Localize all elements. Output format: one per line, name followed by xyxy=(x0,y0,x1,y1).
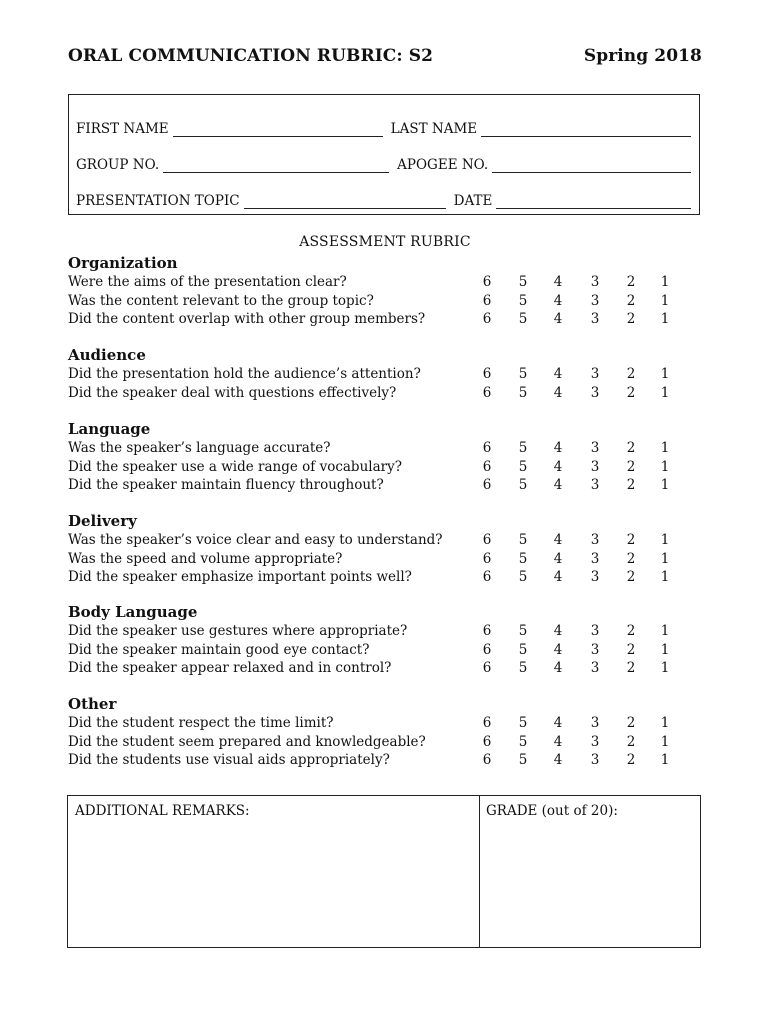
question-text: Were the aims of the presentation clear? xyxy=(68,274,347,290)
score-option-5[interactable]: 5 xyxy=(518,623,528,639)
score-option-5[interactable]: 5 xyxy=(518,550,528,567)
score-option-5[interactable]: 5 xyxy=(518,311,528,327)
score-option-5[interactable]: 5 xyxy=(518,569,528,585)
name-row xyxy=(76,119,691,137)
score-option-5[interactable]: 5 xyxy=(518,641,528,658)
presentation-topic-field[interactable] xyxy=(244,195,446,209)
score-option-6[interactable]: 6 xyxy=(482,550,492,567)
question-row xyxy=(68,752,668,770)
score-option-3[interactable]: 3 xyxy=(590,660,600,676)
group-row xyxy=(76,155,691,173)
question-row xyxy=(68,311,668,329)
score-option-2[interactable]: 2 xyxy=(626,366,636,382)
score-option-1[interactable]: 1 xyxy=(660,384,670,401)
score-option-3[interactable]: 3 xyxy=(590,458,600,475)
score-option-6[interactable]: 6 xyxy=(482,311,492,327)
score-option-2[interactable]: 2 xyxy=(626,458,636,475)
score-option-5[interactable]: 5 xyxy=(518,477,528,493)
presentation-topic-label: PRESENTATION TOPIC xyxy=(76,193,240,209)
score-option-3[interactable]: 3 xyxy=(590,641,600,658)
score-option-2[interactable]: 2 xyxy=(626,550,636,567)
score-option-1[interactable]: 1 xyxy=(660,477,670,493)
score-option-4[interactable]: 4 xyxy=(553,623,563,639)
score-option-2[interactable]: 2 xyxy=(626,311,636,327)
score-option-5[interactable]: 5 xyxy=(518,366,528,382)
score-option-3[interactable]: 3 xyxy=(590,440,600,456)
score-option-1[interactable]: 1 xyxy=(660,550,670,567)
question-row xyxy=(68,274,668,292)
score-option-1[interactable]: 1 xyxy=(660,274,670,290)
score-option-5[interactable]: 5 xyxy=(518,384,528,401)
score-option-1[interactable]: 1 xyxy=(660,733,670,750)
date-label: DATE xyxy=(453,193,493,209)
score-option-4[interactable]: 4 xyxy=(553,311,563,327)
score-option-5[interactable]: 5 xyxy=(518,733,528,750)
rubric-heading: ASSESSMENT RUBRIC xyxy=(299,234,471,250)
question-text: Did the speaker use a wide range of vocabulary? xyxy=(68,458,402,475)
score-option-5[interactable]: 5 xyxy=(518,292,528,309)
score-option-1[interactable]: 1 xyxy=(660,660,670,676)
score-option-1[interactable]: 1 xyxy=(660,311,670,327)
score-option-1[interactable]: 1 xyxy=(660,532,670,548)
score-option-1[interactable]: 1 xyxy=(660,752,670,768)
score-option-3[interactable]: 3 xyxy=(590,532,600,548)
first-name-field[interactable] xyxy=(173,123,383,137)
question-row xyxy=(68,734,668,752)
question-row xyxy=(68,569,668,587)
score-option-4[interactable]: 4 xyxy=(553,715,563,731)
score-option-6[interactable]: 6 xyxy=(482,733,492,750)
score-option-1[interactable]: 1 xyxy=(660,641,670,658)
question-text: Was the speed and volume appropriate? xyxy=(68,550,343,567)
question-row xyxy=(68,532,668,550)
score-option-4[interactable]: 4 xyxy=(553,550,563,567)
topic-row xyxy=(76,191,691,209)
score-option-3[interactable]: 3 xyxy=(590,715,600,731)
score-option-3[interactable]: 3 xyxy=(590,384,600,401)
score-option-2[interactable]: 2 xyxy=(626,715,636,731)
score-option-6[interactable]: 6 xyxy=(482,292,492,309)
score-option-1[interactable]: 1 xyxy=(660,623,670,639)
score-option-3[interactable]: 3 xyxy=(590,569,600,585)
score-option-4[interactable]: 4 xyxy=(553,569,563,585)
score-option-3[interactable]: 3 xyxy=(590,752,600,768)
score-option-5[interactable]: 5 xyxy=(518,532,528,548)
question-text: Did the speaker use gestures where appropriate? xyxy=(68,623,408,639)
score-option-6[interactable]: 6 xyxy=(482,458,492,475)
score-option-2[interactable]: 2 xyxy=(626,623,636,639)
score-option-6[interactable]: 6 xyxy=(482,274,492,290)
page-title: ORAL COMMUNICATION RUBRIC: S2 xyxy=(68,46,434,66)
last-name-label: LAST NAME xyxy=(390,121,478,137)
question-text: Did the speaker maintain good eye contact? xyxy=(68,641,370,658)
score-option-2[interactable]: 2 xyxy=(626,660,636,676)
question-text: Did the speaker appear relaxed and in control? xyxy=(68,660,392,676)
score-option-4[interactable]: 4 xyxy=(553,641,563,658)
score-option-3[interactable]: 3 xyxy=(590,623,600,639)
score-option-2[interactable]: 2 xyxy=(626,532,636,548)
score-option-2[interactable]: 2 xyxy=(626,477,636,493)
score-option-4[interactable]: 4 xyxy=(553,292,563,309)
remarks-divider xyxy=(479,796,480,947)
score-option-5[interactable]: 5 xyxy=(518,274,528,290)
question-row xyxy=(68,366,668,384)
grade-label: GRADE (out of 20): xyxy=(486,803,618,819)
apogee-no-label: APOGEE NO. xyxy=(397,157,489,173)
score-option-4[interactable]: 4 xyxy=(553,274,563,290)
question-row xyxy=(68,477,668,495)
score-option-5[interactable]: 5 xyxy=(518,660,528,676)
question-text: Was the speaker’s voice clear and easy to understand? xyxy=(68,532,443,548)
score-option-4[interactable]: 4 xyxy=(553,440,563,456)
score-option-3[interactable]: 3 xyxy=(590,477,600,493)
last-name-field[interactable] xyxy=(481,123,691,137)
score-option-6[interactable]: 6 xyxy=(482,532,492,548)
question-row xyxy=(68,440,668,458)
score-option-6[interactable]: 6 xyxy=(482,384,492,401)
question-row xyxy=(68,715,668,733)
question-row xyxy=(68,293,668,311)
remarks-label: ADDITIONAL REMARKS: xyxy=(75,803,250,819)
score-option-4[interactable]: 4 xyxy=(553,458,563,475)
question-text: Did the speaker deal with questions effectively? xyxy=(68,384,397,401)
score-option-4[interactable]: 4 xyxy=(553,660,563,676)
score-option-1[interactable]: 1 xyxy=(660,366,670,382)
score-option-6[interactable]: 6 xyxy=(482,569,492,585)
score-option-2[interactable]: 2 xyxy=(626,274,636,290)
score-option-5[interactable]: 5 xyxy=(518,458,528,475)
question-row xyxy=(68,459,668,477)
apogee-no-field[interactable] xyxy=(492,159,691,173)
score-option-4[interactable]: 4 xyxy=(553,733,563,750)
question-row xyxy=(68,385,668,403)
section-heading: Other xyxy=(68,695,117,713)
score-option-4[interactable]: 4 xyxy=(553,366,563,382)
score-option-2[interactable]: 2 xyxy=(626,752,636,768)
student-info-box xyxy=(68,94,700,215)
score-option-1[interactable]: 1 xyxy=(660,440,670,456)
question-text: Did the student respect the time limit? xyxy=(68,715,334,731)
term-label: Spring 2018 xyxy=(583,46,702,66)
score-option-2[interactable]: 2 xyxy=(626,292,636,309)
question-text: Did the presentation hold the audience’s attention? xyxy=(68,366,421,382)
score-option-5[interactable]: 5 xyxy=(518,715,528,731)
question-row xyxy=(68,551,668,569)
score-option-5[interactable]: 5 xyxy=(518,752,528,768)
question-text: Did the speaker emphasize important points well? xyxy=(68,569,412,585)
score-option-2[interactable]: 2 xyxy=(626,733,636,750)
score-option-6[interactable]: 6 xyxy=(482,440,492,456)
score-option-6[interactable]: 6 xyxy=(482,752,492,768)
score-option-4[interactable]: 4 xyxy=(553,384,563,401)
score-option-5[interactable]: 5 xyxy=(518,440,528,456)
remarks-box xyxy=(67,795,701,948)
question-row xyxy=(68,623,668,641)
score-option-6[interactable]: 6 xyxy=(482,641,492,658)
score-option-1[interactable]: 1 xyxy=(660,292,670,309)
question-row xyxy=(68,642,668,660)
date-field[interactable] xyxy=(496,195,691,209)
score-option-6[interactable]: 6 xyxy=(482,366,492,382)
section-heading: Language xyxy=(68,420,151,438)
score-option-3[interactable]: 3 xyxy=(590,550,600,567)
group-no-field[interactable] xyxy=(163,159,389,173)
group-no-label: GROUP NO. xyxy=(76,157,160,173)
question-row xyxy=(68,660,668,678)
score-option-1[interactable]: 1 xyxy=(660,569,670,585)
score-option-3[interactable]: 3 xyxy=(590,292,600,309)
score-option-3[interactable]: 3 xyxy=(590,274,600,290)
score-option-3[interactable]: 3 xyxy=(590,366,600,382)
section-heading: Audience xyxy=(68,346,146,364)
score-option-4[interactable]: 4 xyxy=(553,532,563,548)
score-option-6[interactable]: 6 xyxy=(482,715,492,731)
score-option-4[interactable]: 4 xyxy=(553,477,563,493)
score-option-2[interactable]: 2 xyxy=(626,641,636,658)
question-text: Did the students use visual aids appropriately? xyxy=(68,752,390,768)
score-option-6[interactable]: 6 xyxy=(482,623,492,639)
score-option-1[interactable]: 1 xyxy=(660,715,670,731)
question-text: Did the content overlap with other group members? xyxy=(68,311,426,327)
score-option-2[interactable]: 2 xyxy=(626,384,636,401)
question-text: Did the speaker maintain fluency throughout? xyxy=(68,477,384,493)
question-text: Did the student seem prepared and knowledgeable? xyxy=(68,733,426,750)
section-heading: Organization xyxy=(68,254,178,272)
score-option-2[interactable]: 2 xyxy=(626,440,636,456)
score-option-1[interactable]: 1 xyxy=(660,458,670,475)
score-option-2[interactable]: 2 xyxy=(626,569,636,585)
question-text: Was the content relevant to the group topic? xyxy=(68,292,374,309)
score-option-4[interactable]: 4 xyxy=(553,752,563,768)
question-text: Was the speaker’s language accurate? xyxy=(68,440,331,456)
first-name-label: FIRST NAME xyxy=(76,121,169,137)
score-option-6[interactable]: 6 xyxy=(482,660,492,676)
score-option-6[interactable]: 6 xyxy=(482,477,492,493)
score-option-3[interactable]: 3 xyxy=(590,733,600,750)
score-option-3[interactable]: 3 xyxy=(590,311,600,327)
section-heading: Body Language xyxy=(68,603,198,621)
section-heading: Delivery xyxy=(68,512,137,530)
